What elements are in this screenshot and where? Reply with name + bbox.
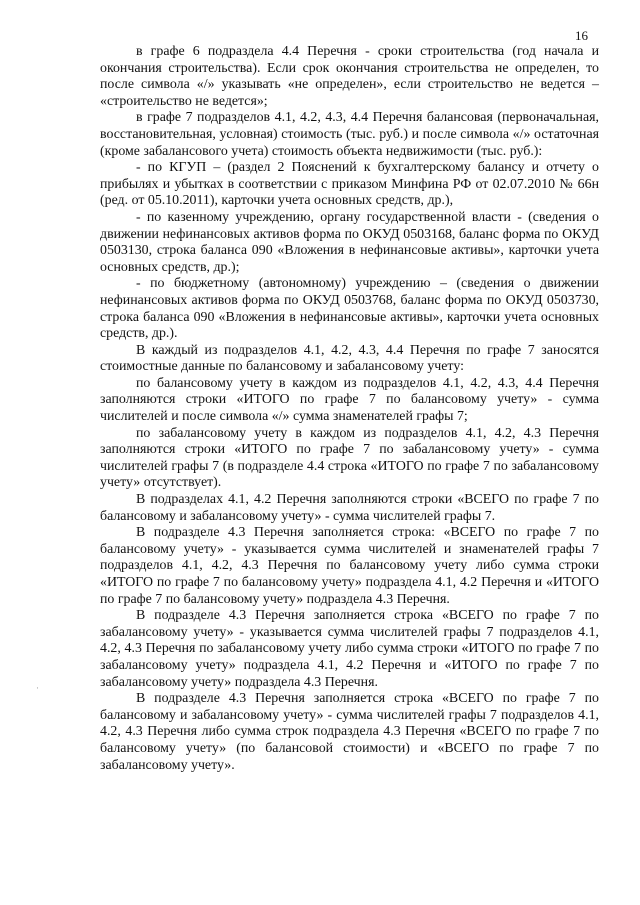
paragraph-3: - по КГУП – (раздел 2 Пояснений к бухгалтерскому балансу и отчету о прибылях и убытках в соответствии с приказом Минфина РФ от 02.07.2010 № 66н (ред. от 05.10.2011), карточки учета основных средств, др.), [100,160,599,209]
paragraph-4: - по казенному учреждению, органу государственной власти - (сведения о движении нефинансовых активов форма по ОКУД 0503168, баланс форма по ОКУД 0503130, строка баланса 090 «Вложения в нефинансовые активы», карточки учета основных средств, др.); [100,209,599,275]
paragraph-10: В подразделе 4.3 Перечня заполняется строка: «ВСЕГО по графе 7 по балансовому учету» - указывается сумма числителей и знаменателей графы 7 подразделов 4.1, 4.2, 4.3 Перечня по балансовому учету либо сумма строки «ИТОГО по графе 7 по балансовому учету» подраздела 4.1, 4.2 Перечня и «ИТОГО по графе 7 по балансовому учету» подраздела 4.3 Перечня. [100,525,599,607]
paragraph-5: - по бюджетному (автономному) учреждению – (сведения о движении нефинансовых активов форма по ОКУД 0503768, баланс форма по ОКУД 0503730, строка баланса 090 «Вложения в нефинансовые активы», карточки учета основных средств, др.). [100,276,599,342]
paragraph-11: В подразделе 4.3 Перечня заполняется строка «ВСЕГО по графе 7 по забалансовому учету» - указывается сумма числителей графы 7 подразделов 4.1, 4.2, 4.3 Перечня по забалансовому учету либо сумма строки «ИТОГО по графе 7 по забалансовому учету» подраздела 4.1, 4.2 Перечня и «ИТОГО по графе 7 по забалансовому учету» подраздела 4.3 Перечня. [100,608,599,690]
paragraph-8: по забалансовому учету в каждом из подразделов 4.1, 4.2, 4.3 Перечня заполняются строки «ИТОГО по графе 7 по забалансовому учету» - сумма числителей графы 7 (в подразделе 4.4 строка «ИТОГО по графе 7 по забалансовому учету» отсутствует). [100,425,599,491]
paragraph-12: В подразделе 4.3 Перечня заполняется строка «ВСЕГО по графе 7 по балансовому и забалансовому учету» - сумма числителей графы 7 подразделов 4.1, 4.2, 4.3 Перечня либо сумма строк подраздела 4.3 Перечня «ВСЕГО по графе 7 по балансовому учету» (по балансовой стоимости) и «ВСЕГО по графе 7 по забалансовому учету». [100,691,599,773]
paragraph-7: по балансовому учету в каждом из подразделов 4.1, 4.2, 4.3, 4.4 Перечня заполняются строки «ИТОГО по графе 7 по балансовому учету» - сумма числителей и после символа «/» сумма знаменателей графы 7; [100,375,599,425]
paragraph-6: В каждый из подразделов 4.1, 4.2, 4.3, 4.4 Перечня по графе 7 заносятся стоимостные данные по балансовому и забалансовому учету: [100,342,599,375]
document-body [100,44,599,774]
paragraph-1: в графе 6 подраздела 4.4 Перечня - сроки строительства (год начала и окончания строительства). Если срок окончания строительства не определен, то после символа «/» указывать «не определен», если строительство не ведется – «строительство не ведется»; [100,44,599,109]
margin-mark: · [36,683,39,693]
page-number: 16 [575,28,588,43]
paragraph-9: В подразделах 4.1, 4.2 Перечня заполняются строки «ВСЕГО по графе 7 по балансовому и забалансовому учету» - сумма числителей графы 7. [100,492,599,524]
paragraph-2: в графе 7 подразделов 4.1, 4.2, 4.3, 4.4 Перечня балансовая (первоначальная, восстановительная, условная) стоимость (тыс. руб.) и после символа «/» остаточная (кроме забалансового учета) стоимость объекта недвижимости (тыс. руб.): [100,110,599,159]
